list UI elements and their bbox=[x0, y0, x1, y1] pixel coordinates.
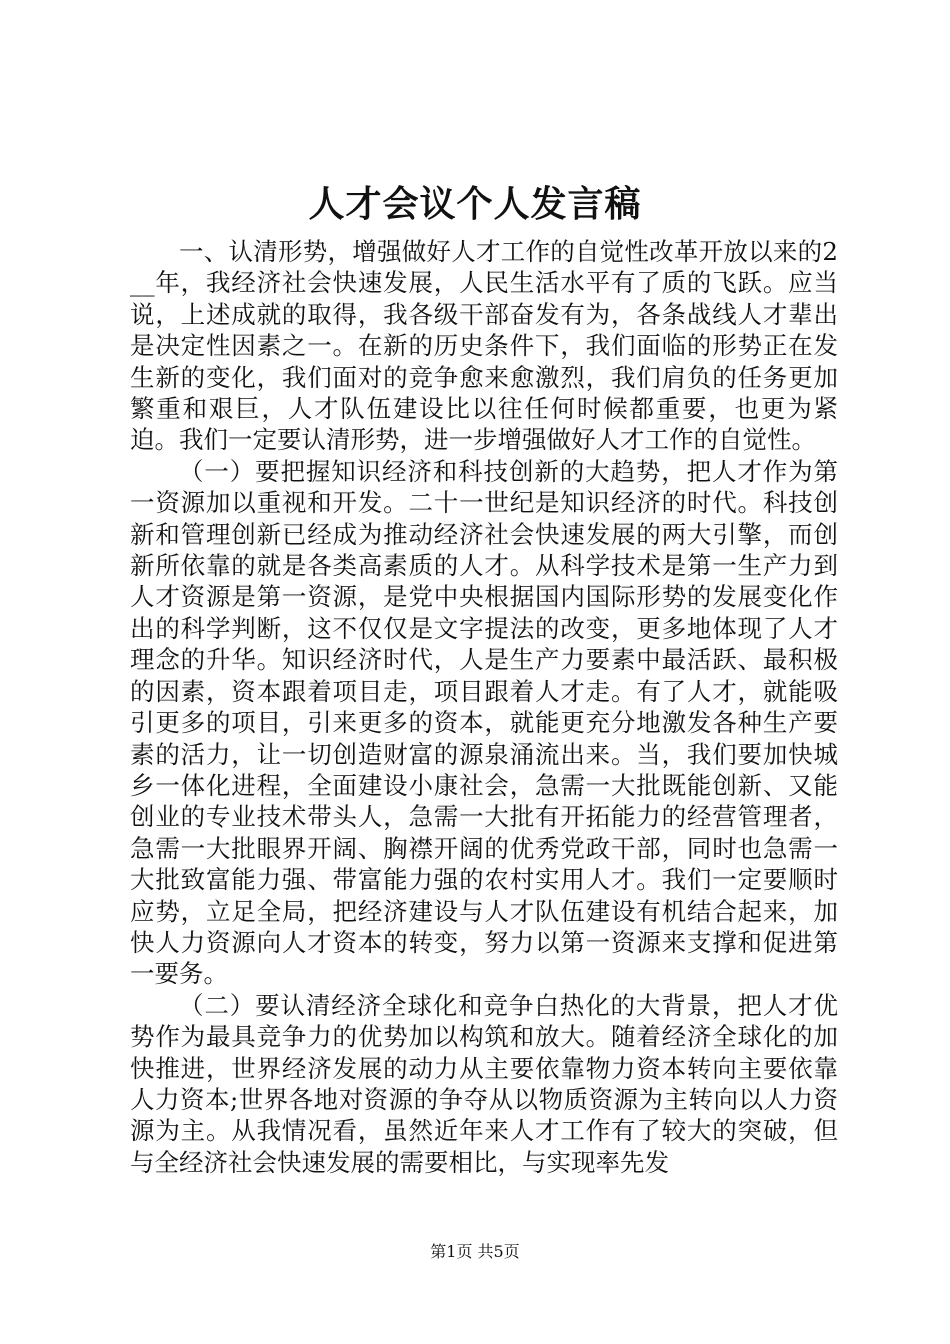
paragraph-1: 一、认清形势，增强做好人才工作的自觉性改革开放以来的2__年，我经济社会快速发展，人民生活水平有了质的飞跃。应当说，上述成就的取得，我各级干部奋发有为，各条战线人才辈出是决定性因素之一。在新的历史条件下，我们面临的形势正在发生新的变化，我们面对的竞争愈来愈激烈，我们肩负的任务更加繁重和艰巨，人才队伍建设比以往任何时候都重要，也更为紧迫。我们一定要认清形势，进一步增强做好人才工作的自觉性。 bbox=[130, 237, 838, 455]
page-footer: 第1页 共5页 bbox=[430, 1242, 520, 1261]
document-body bbox=[130, 236, 838, 1178]
paragraph-3: （二）要认清经济全球化和竞争白热化的大背景，把人才优势作为最具竞争力的优势加以构筑和放大。随着经济全球化的加快推进，世界经济发展的动力从主要依靠物力资本转向主要依靠人力资本;世界各地对资源的争夺从以物质资源为主转向以人力资源为主。从我情况看，虽然近年来人才工作有了较大的突破，但与全经济社会快速发展的需要相比，与实现率先发 bbox=[130, 990, 838, 1177]
paragraph-2: （一）要把握知识经济和科技创新的大趋势，把人才作为第一资源加以重视和开发。二十一世纪是知识经济的时代。科技创新和管理创新已经成为推动经济社会快速发展的两大引擎，而创新所依靠的就是各类高素质的人才。从科学技术是第一生产力到人才资源是第一资源，是党中央根据国内国际形势的发展变化作出的科学判断，这不仅仅是文字提法的改变，更多地体现了人才理念的升华。知识经济时代，人是生产力要素中最活跃、最积极的因素，资本跟着项目走，项目跟着人才走。有了人才，就能吸引更多的项目，引来更多的资本，就能更充分地激发各种生产要素的活力，让一切创造财富的源泉涌流出来。当，我们要加快城乡一体化进程，全面建设小康社会，急需一大批既能创新、又能创业的专业技术带头人，急需一大批有开拓能力的经营管理者，急需一大批眼界开阔、胸襟开阔的优秀党政干部，同时也急需一大批致富能力强、带富能力强的农村实用人才。我们一定要顺时应势，立足全局，把经济建设与人才队伍建设有机结合起来，加快人力资源向人才资本的转变，努力以第一资源来支撑和促进第一要务。 bbox=[130, 456, 838, 989]
document-title: 人才会议个人发言稿 bbox=[308, 183, 642, 225]
